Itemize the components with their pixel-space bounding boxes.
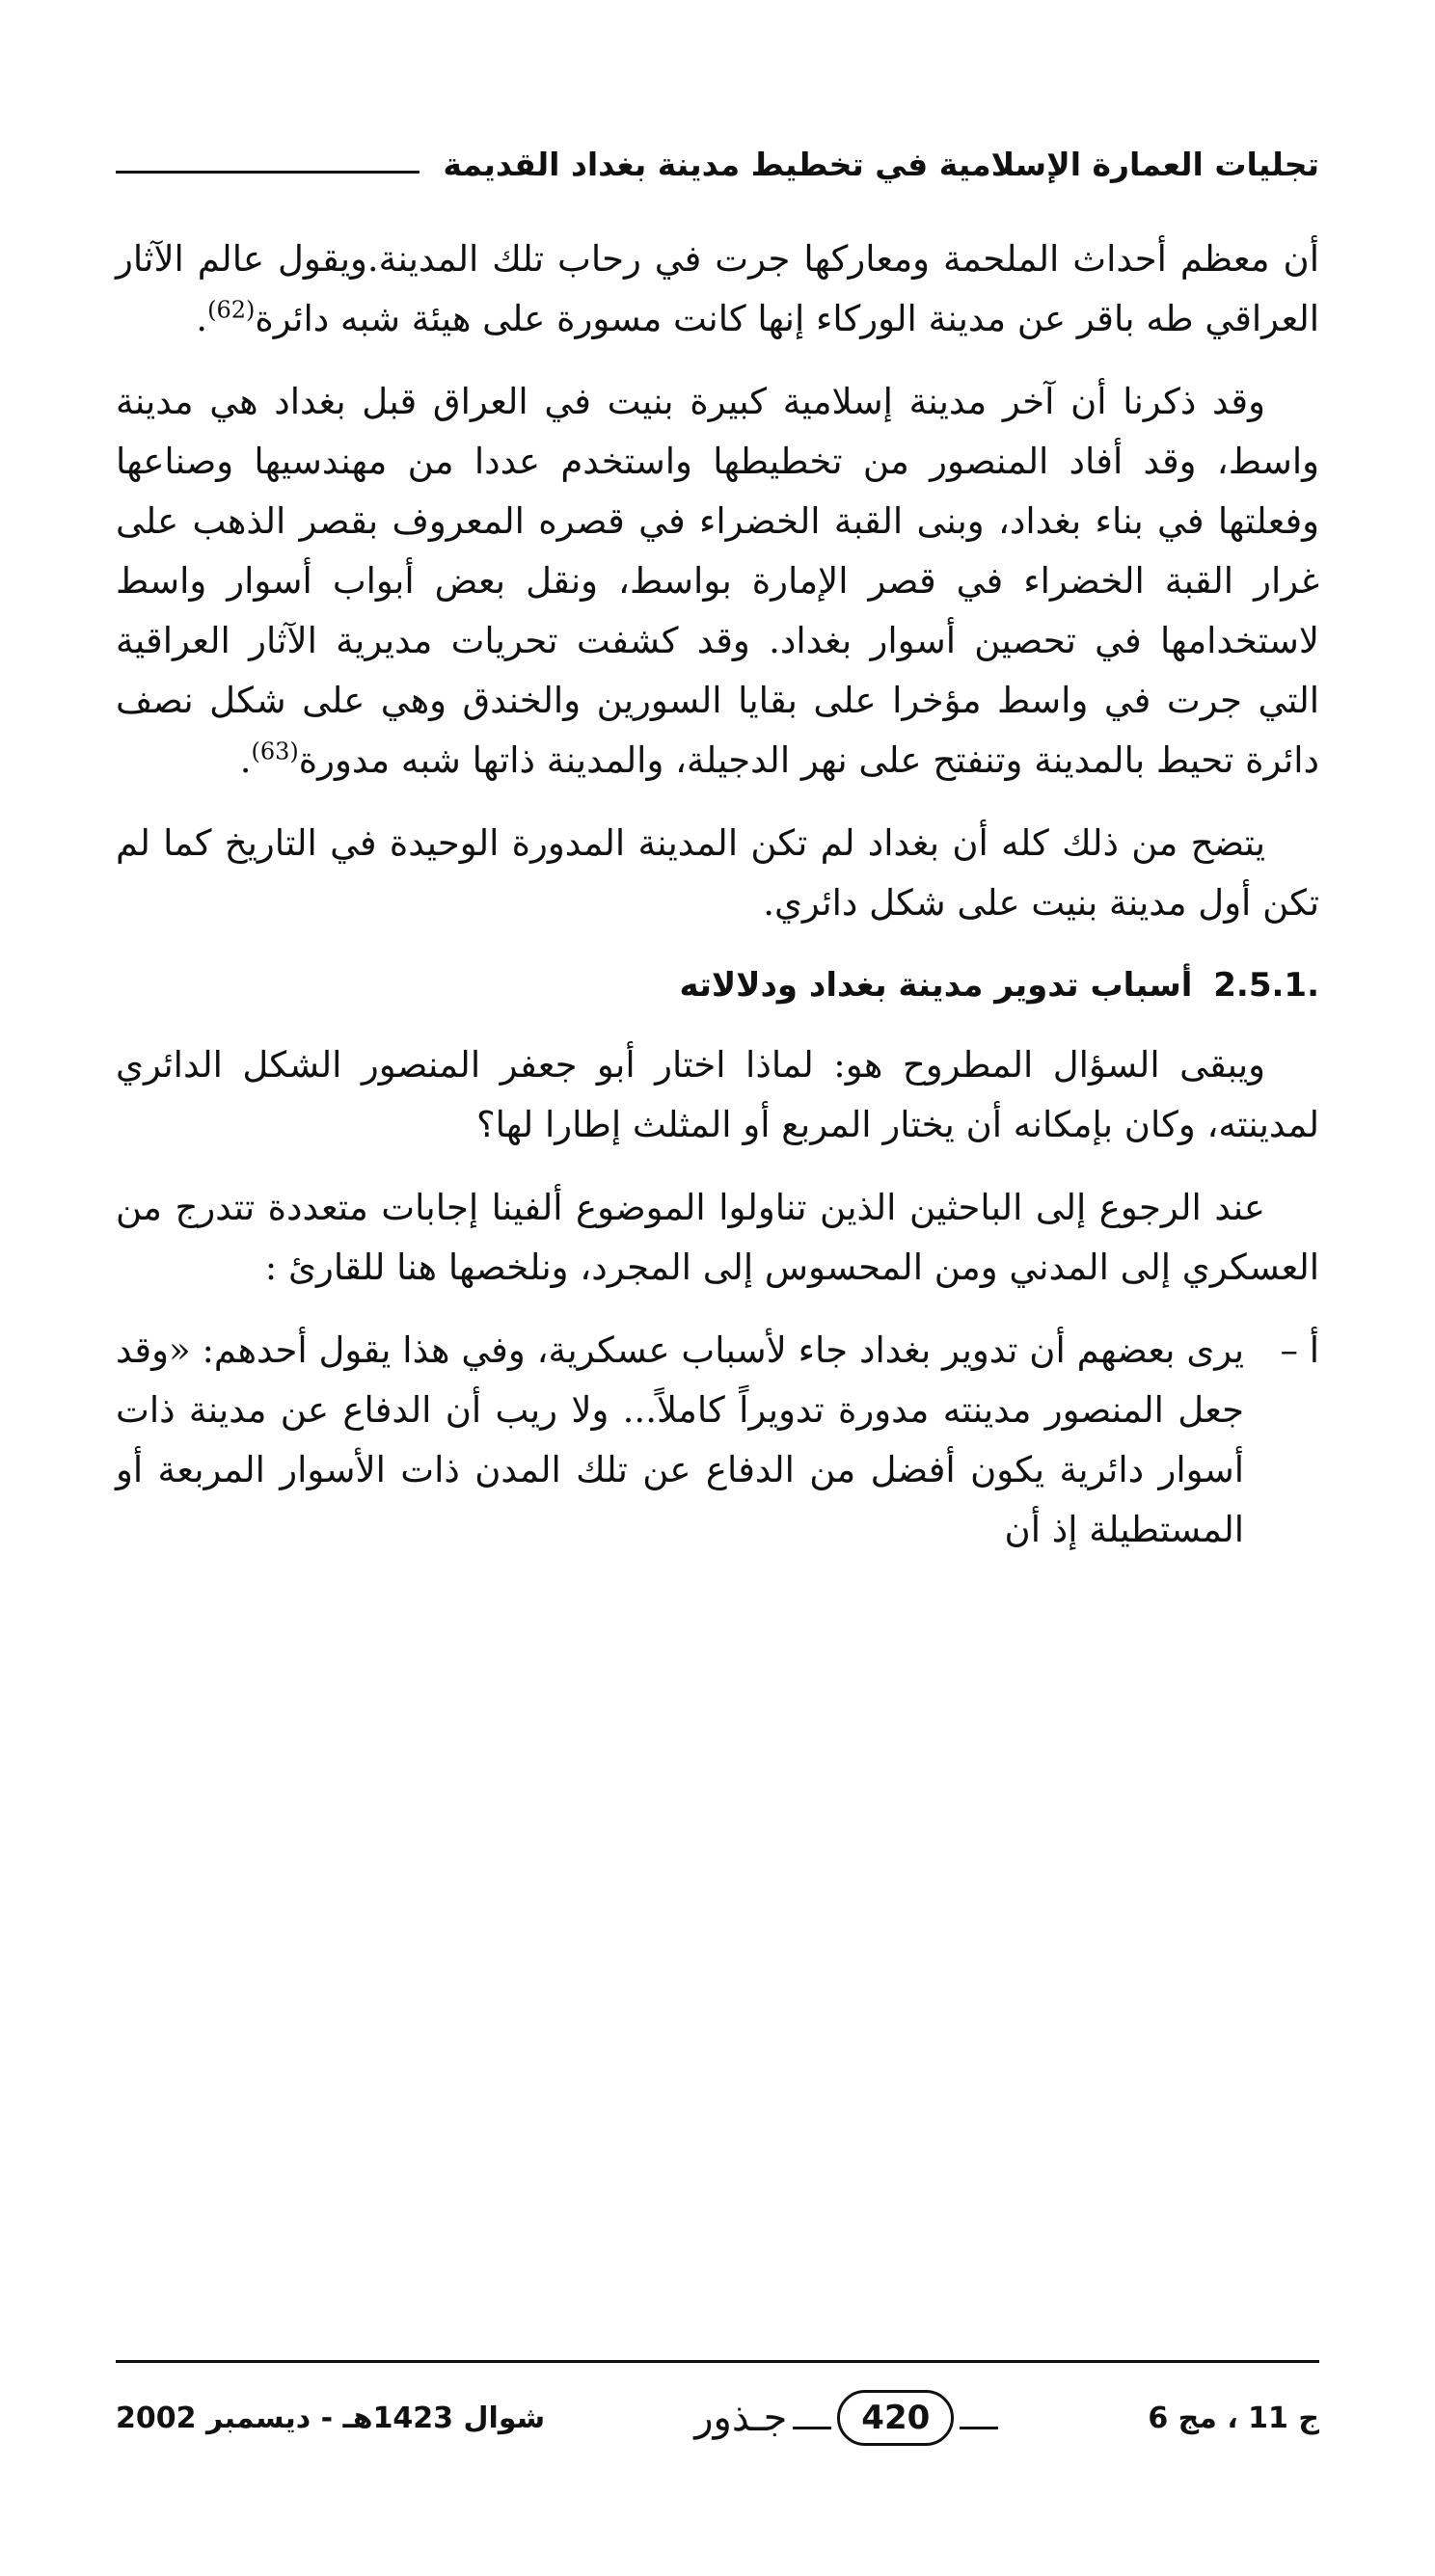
footer-journal-dash-right [960, 2427, 998, 2429]
footer-journal [694, 2390, 998, 2446]
paragraph-2-text: وقد ذكرنا أن آخر مدينة إسلامية كبيرة بنيت في العراق قبل بغداد هي مدينة واسط، وقد أفاد المنصور من تخطيطها واستخدم عددا من مهندسيها وصناعها وفعلتها في بناء بغداد، وبنى القبة الخضراء في قصره المعروف بقصر الذهب على غرار القبة الخضراء في قصر الإمارة بواسط، ونقل بعض أبواب أسوار واسط لاستخدامها في تحصين أسوار بغداد. وقد كشفت تحريات مديرية الآثار العراقية التي جرت في واسط مؤخرا على بقايا السورين والخندق وهي على شكل نصف دائرة تحيط بالمدينة وتنفتح على نهر الدجيلة، والمدينة ذاتها شبه مدورة [116, 381, 1319, 781]
footnote-ref-63: (63) [251, 738, 299, 765]
body-text [116, 229, 1319, 1560]
paragraph-5: عند الرجوع إلى الباحثين الذين تناولوا الموضوع ألفينا إجابات متعددة تتدرج من العسكري إلى المدني ومن المحسوس إلى المجرد، ونلخصها هنا للقارئ : [116, 1187, 1319, 1288]
paragraph-1-end: . [196, 298, 208, 339]
footnote-ref-62: (62) [207, 296, 256, 324]
list-item-marker: أ – [1280, 1329, 1319, 1371]
footer-journal-name: جـذور [694, 2396, 788, 2440]
footer-date: شوال 1423هـ - ديسمبر 2002 [116, 2401, 546, 2435]
running-header-title: تجليات العمارة الإسلامية في تخطيط مدينة بغداد القديمة [443, 146, 1319, 183]
header-rule [116, 171, 420, 174]
paragraph-2-end: . [239, 739, 252, 781]
footer-volume: ج 11 ، مج 6 [1148, 2401, 1319, 2435]
paragraph-2 [116, 372, 1319, 791]
page-number: 420 [837, 2390, 954, 2446]
paragraph-1-text: أن معظم أحداث الملحمة ومعاركها جرت في رحاب تلك المدينة.ويقول عالم الآثار العراقي طه باقر عن مدينة الوركاء إنها كانت مسورة على هيئة شبه دائرة [116, 238, 1319, 339]
section-heading [116, 956, 1319, 1014]
section-title: أسباب تدوير مدينة بغداد ودلالاته [679, 966, 1193, 1005]
running-header [116, 125, 1319, 183]
list-item-a [116, 1321, 1319, 1560]
footer-journal-dash-left [793, 2427, 831, 2429]
list-item-a-text: يرى بعضهم أن تدوير بغداد جاء لأسباب عسكرية، وفي هذا يقول أحدهم: «وقد جعل المنصور مدينته مدورة تدويراً كاملاً... ولا ريب أن الدفاع عن مدينة ذات أسوار دائرية يكون أفضل من الدفاع عن تلك المدن ذات الأسوار المربعة أو المستطيلة إذ أن [116, 1329, 1244, 1550]
paragraph-1 [116, 229, 1319, 349]
section-number: 2.5.1. [1213, 966, 1319, 1005]
paragraph-4: ويبقى السؤال المطروح هو: لماذا اختار أبو جعفر المنصور الشكل الدائري لمدينته، وكان بإمكانه أن يختار المربع أو المثلث إطارا لها؟ [116, 1044, 1319, 1145]
page-footer [116, 2360, 1319, 2446]
paragraph-3: يتضح من ذلك كله أن بغداد لم تكن المدينة المدورة الوحيدة في التاريخ كما لم تكن أول مدينة بنيت على شكل دائري. [116, 822, 1319, 924]
document-page [116, 125, 1319, 2497]
